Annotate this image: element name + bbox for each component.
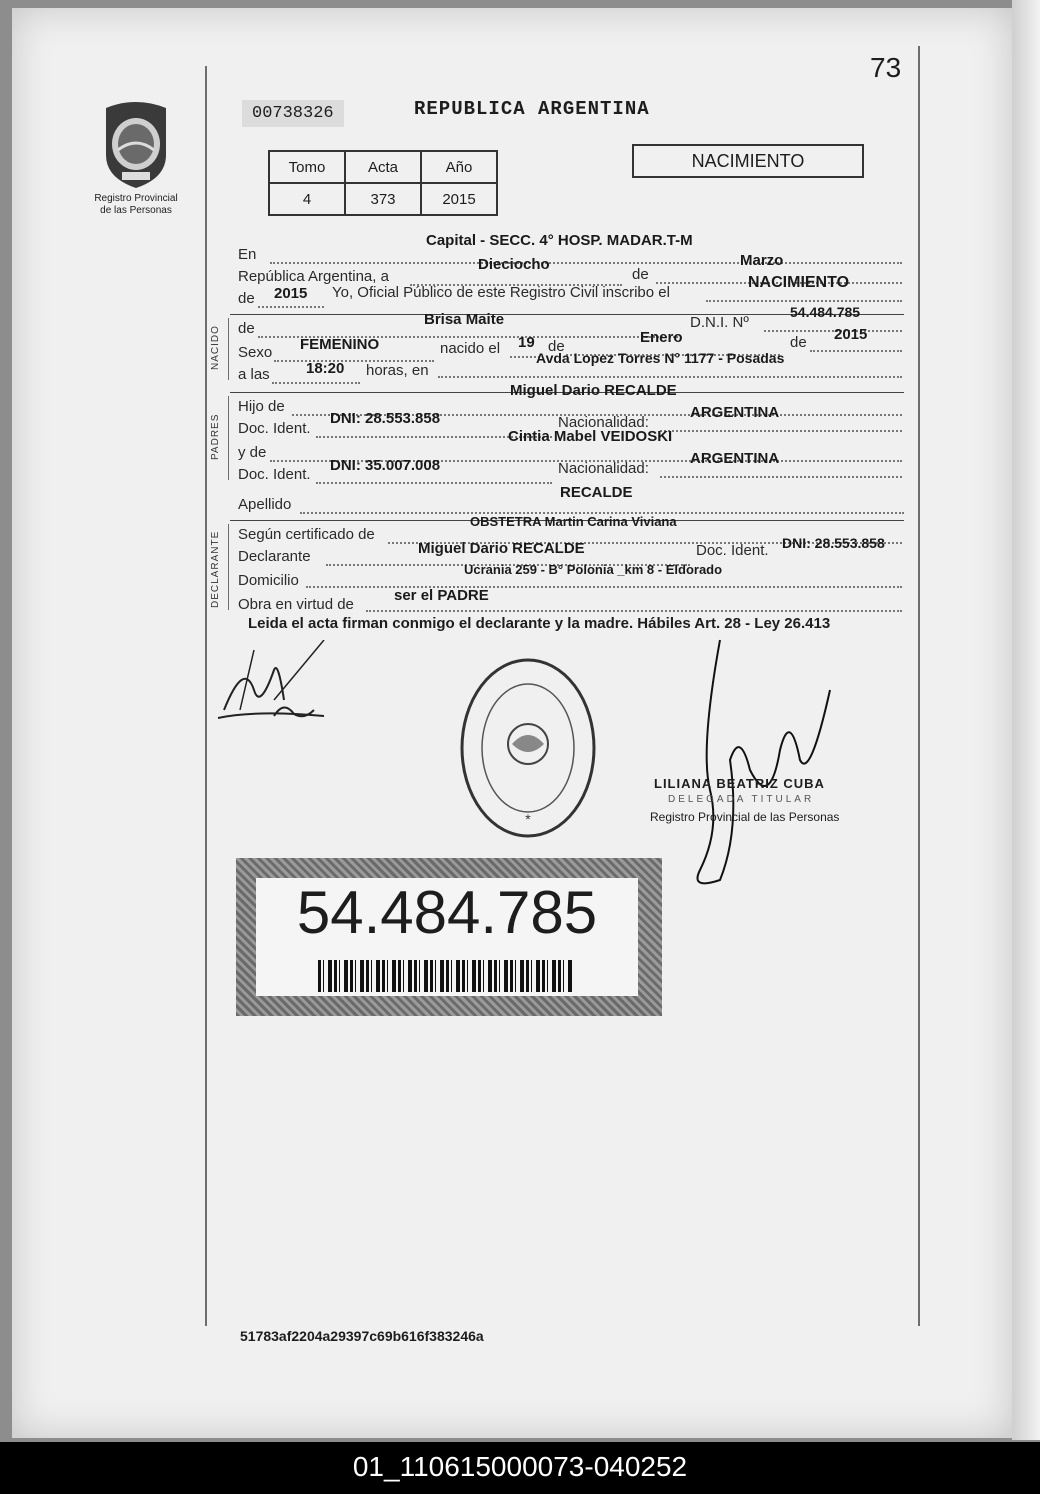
label-declarante: Declarante	[238, 548, 311, 565]
label-de-name: de	[238, 320, 255, 337]
capacity-line	[366, 610, 902, 612]
label-doc-ident1: Doc. Ident.	[238, 420, 311, 437]
label-de-month: de	[632, 266, 649, 283]
address-value: Ucrania 259 - B° Polonia _km 8 - Eldorado	[464, 562, 723, 577]
label-nacido-el: nacido el	[440, 340, 501, 357]
padres-bracket	[228, 396, 229, 480]
page-number: 73	[870, 52, 902, 83]
father-value: Miguel Dario RECALDE	[510, 382, 677, 399]
registry-name-line2: de las Personas	[100, 205, 172, 216]
document-hash: 51783af2204a29397c69b616f383246a	[240, 1328, 484, 1344]
mother-nat-line	[660, 476, 902, 478]
father-nat-line	[660, 430, 902, 432]
officer-name: LILIANA BEATRIZ CUBA	[654, 776, 825, 791]
dni-value: 54.484.785	[790, 304, 861, 320]
name-value: Brisa Maite	[424, 311, 505, 328]
month-value: Marzo	[740, 252, 784, 269]
acta-header: Acta	[345, 151, 421, 183]
father-nat-value: ARGENTINA	[690, 404, 780, 421]
year-line	[258, 306, 324, 308]
mother-nat-value: ARGENTINA	[690, 450, 780, 467]
nacido-bracket	[228, 318, 229, 380]
declarante-bracket	[228, 524, 229, 610]
day-value: Dieciocho	[478, 256, 550, 273]
birth-month-value: Enero	[640, 329, 683, 346]
official-stamp	[458, 656, 598, 840]
label-horas-en: horas, en	[366, 362, 429, 379]
country-title: REPUBLICA ARGENTINA	[414, 98, 650, 120]
place-value: Capital - SECC. 4° HOSP. MADAR.T-M	[426, 232, 693, 249]
side-label-nacido: NACIDO	[210, 325, 221, 370]
ano-value: 2015	[421, 183, 497, 215]
label-hijo-de: Hijo de	[238, 398, 285, 415]
officer-title: DELEGADA TITULAR	[668, 794, 815, 805]
registry-logo	[96, 100, 176, 190]
tomo-header: Tomo	[269, 151, 345, 183]
tomo-value: 4	[269, 183, 345, 215]
declarant-value: Miguel Dario RECALDE	[418, 540, 585, 557]
declarant-doc-value: DNI: 28.553.858	[782, 535, 885, 551]
label-de2: de	[790, 334, 807, 351]
label-inscribo: Yo, Oficial Público de este Registro Civil inscribo el	[332, 284, 670, 301]
place-line	[270, 262, 902, 264]
mother-doc-value: DNI: 35.007.008	[330, 457, 441, 474]
seal-icon	[458, 656, 598, 840]
father-doc-value: DNI: 28.553.858	[330, 410, 441, 427]
birth-day-value: 19	[518, 334, 535, 351]
label-dni: D.N.I. Nº	[690, 314, 749, 331]
label-republica: República Argentina, a	[238, 268, 389, 285]
label-segun: Según certificado de	[238, 526, 375, 543]
barcode-label	[256, 878, 638, 996]
record-type-box: NACIMIENTO	[632, 144, 864, 178]
barcode-sticker	[236, 858, 662, 1016]
dni-line	[764, 330, 902, 332]
label-de1: de	[548, 338, 565, 355]
act-type-line	[706, 300, 902, 302]
control-number: 00738326	[242, 100, 344, 127]
act-type-value: NACIMIENTO	[748, 274, 850, 291]
barcode-number: 54.484.785	[296, 879, 598, 946]
sex-value: FEMENINO	[300, 336, 380, 353]
declarant-signature-icon	[214, 640, 334, 730]
label-sexo: Sexo	[238, 344, 273, 361]
label-domicilio: Domicilio	[238, 572, 299, 589]
birth-place-value: Avda Lopez Torres N° 1177 - Posadas	[536, 350, 785, 366]
right-margin-line	[918, 46, 920, 1326]
label-doc-ident3: Doc. Ident.	[696, 542, 769, 559]
label-de-year: de	[238, 290, 255, 307]
label-en: En	[238, 246, 257, 263]
label-apellido: Apellido	[238, 496, 292, 513]
officer-signature-icon	[680, 630, 860, 900]
book-table	[268, 150, 498, 216]
capacity-value: ser el PADRE	[394, 587, 489, 604]
svg-text:*: *	[525, 811, 531, 827]
birth-time-value: 18:20	[306, 360, 345, 377]
time-line	[272, 382, 360, 384]
closing-note: Leida el acta firman conmigo el declarante y la madre. Hábiles Art. 28 - Ley 26.413	[248, 615, 831, 632]
label-obra: Obra en virtud de	[238, 596, 354, 613]
birth-year-line	[810, 350, 902, 352]
footer-id: 01_110615000073-040252	[0, 1442, 1040, 1494]
certificate-value: OBSTETRA Martin Carina Viviana	[470, 514, 677, 529]
officer-org: Registro Provincial de las Personas	[650, 810, 840, 824]
label-nacionalidad1: Nacionalidad:	[558, 414, 649, 431]
label-doc-ident2: Doc. Ident.	[238, 466, 311, 483]
birth-place-line	[438, 376, 902, 378]
mother-doc-line	[316, 482, 552, 484]
mother-value: Cintia Mabel VEIDOSKI	[508, 428, 673, 445]
label-nacionalidad2: Nacionalidad:	[558, 460, 649, 477]
side-label-declarante: DECLARANTE	[210, 530, 221, 608]
left-margin-line	[205, 66, 207, 1326]
barcode-bars-icon	[318, 960, 574, 992]
year-value: 2015	[274, 285, 308, 302]
ano-header: Año	[421, 151, 497, 183]
side-label-padres: PADRES	[210, 413, 221, 460]
label-y-de: y de	[238, 444, 267, 461]
label-a-las: a las	[238, 366, 270, 383]
page-edge	[1012, 0, 1040, 1440]
coat-of-arms-icon	[96, 100, 176, 190]
registry-name-line1: Registro Provincial	[94, 193, 178, 204]
birth-year-value: 2015	[834, 326, 868, 343]
acta-value: 373	[345, 183, 421, 215]
surname-value: RECALDE	[560, 484, 633, 501]
